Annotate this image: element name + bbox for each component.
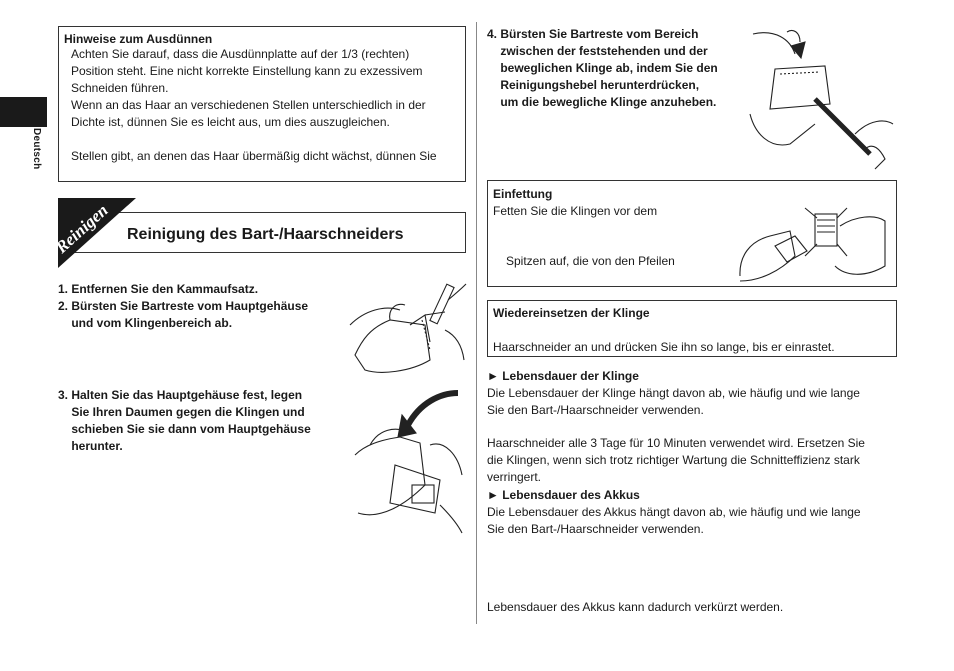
brushing-trimmer-illustration <box>350 280 468 385</box>
lebensdauer-akku-line: Sie den Bart-/Haarschneider verwenden. <box>487 522 704 536</box>
lebensdauer-klinge-line: verringert. <box>487 470 542 484</box>
step-4-line: 4. Bürsten Sie Bartreste vom Bereich <box>487 27 699 41</box>
step-3-line: Sie Ihren Daumen gegen die Klingen und <box>58 405 305 419</box>
section-badge-text: Reinigen <box>51 200 112 257</box>
einfettung-title: Einfettung <box>493 187 553 201</box>
hinweise-line: Dichte ist, dünnen Sie es leicht aus, um dies auszugleichen. <box>71 115 390 129</box>
step-2-line: 2. Bürsten Sie Bartreste vom Hauptgehäuse <box>58 299 309 313</box>
step-4-line: beweglichen Klinge ab, indem Sie den <box>487 61 718 75</box>
section-title: Reinigung des Bart-/Haarschneiders <box>127 226 404 243</box>
cleaning-lever-illustration <box>745 24 895 174</box>
language-tab-marker <box>0 97 47 127</box>
hinweise-line: Achten Sie darauf, dass die Ausdünnplatte auf der 1/3 (rechten) <box>71 47 410 61</box>
oiling-illustration <box>735 196 890 284</box>
lebensdauer-akku-heading: ► Lebensdauer des Akkus <box>487 488 640 502</box>
lebensdauer-klinge-line: Haarschneider alle 3 Tage für 10 Minuten verwendet wird. Ersetzen Sie <box>487 436 865 450</box>
step-4-line: zwischen der feststehenden und der <box>487 44 708 58</box>
step-2-line: und vom Klingenbereich ab. <box>58 316 233 330</box>
lebensdauer-klinge-heading: ► Lebensdauer der Klinge <box>487 369 639 383</box>
step-1: 1. Entfernen Sie den Kammaufsatz. <box>58 282 259 296</box>
language-tab-label: Deutsch <box>31 128 42 170</box>
lebensdauer-klinge-line: die Klingen, wenn sich trotz richtiger Wartung die Schnitteffizienz stark <box>487 453 860 467</box>
hinweise-title: Hinweise zum Ausdünnen <box>64 32 213 46</box>
einfettung-line: Spitzen auf, die von den Pfeilen <box>506 254 675 268</box>
einfettung-line: Fetten Sie die Klingen vor dem <box>493 204 658 218</box>
hinweise-line: Wenn an das Haar an verschiedenen Stellen unterschiedlich in der <box>71 98 426 112</box>
remove-blade-illustration <box>350 385 468 535</box>
lebensdauer-klinge-line: Die Lebensdauer der Klinge hängt davon ab, wie häufig und wie lange <box>487 386 860 400</box>
step-3-line: 3. Halten Sie das Hauptgehäuse fest, legen <box>58 388 303 402</box>
section-badge <box>51 198 138 270</box>
step-4-line: um die bewegliche Klinge anzuheben. <box>487 95 717 109</box>
step-3-line: herunter. <box>58 439 123 453</box>
lebensdauer-akku-line: Die Lebensdauer des Akkus hängt davon ab, wie häufig und wie lange <box>487 505 861 519</box>
step-4-line: Reinigungshebel herunterdrücken, <box>487 78 700 92</box>
step-3-line: schieben Sie sie dann vom Hauptgehäuse <box>58 422 311 436</box>
wiedereinsetzen-line: Haarschneider an und drücken Sie ihn so lange, bis er einrastet. <box>493 340 835 354</box>
column-divider <box>476 22 477 624</box>
lebensdauer-klinge-line: Sie den Bart-/Haarschneider verwenden. <box>487 403 704 417</box>
wiedereinsetzen-title: Wiedereinsetzen der Klinge <box>493 306 650 320</box>
lebensdauer-akku-line: Lebensdauer des Akkus kann dadurch verkürzt werden. <box>487 600 784 614</box>
hinweise-line: Stellen gibt, an denen das Haar übermäßig dicht wächst, dünnen Sie <box>71 149 437 163</box>
hinweise-line: Schneiden führen. <box>71 81 169 95</box>
hinweise-line: Position steht. Eine nicht korrekte Einstellung kann zu exzessivem <box>71 64 423 78</box>
